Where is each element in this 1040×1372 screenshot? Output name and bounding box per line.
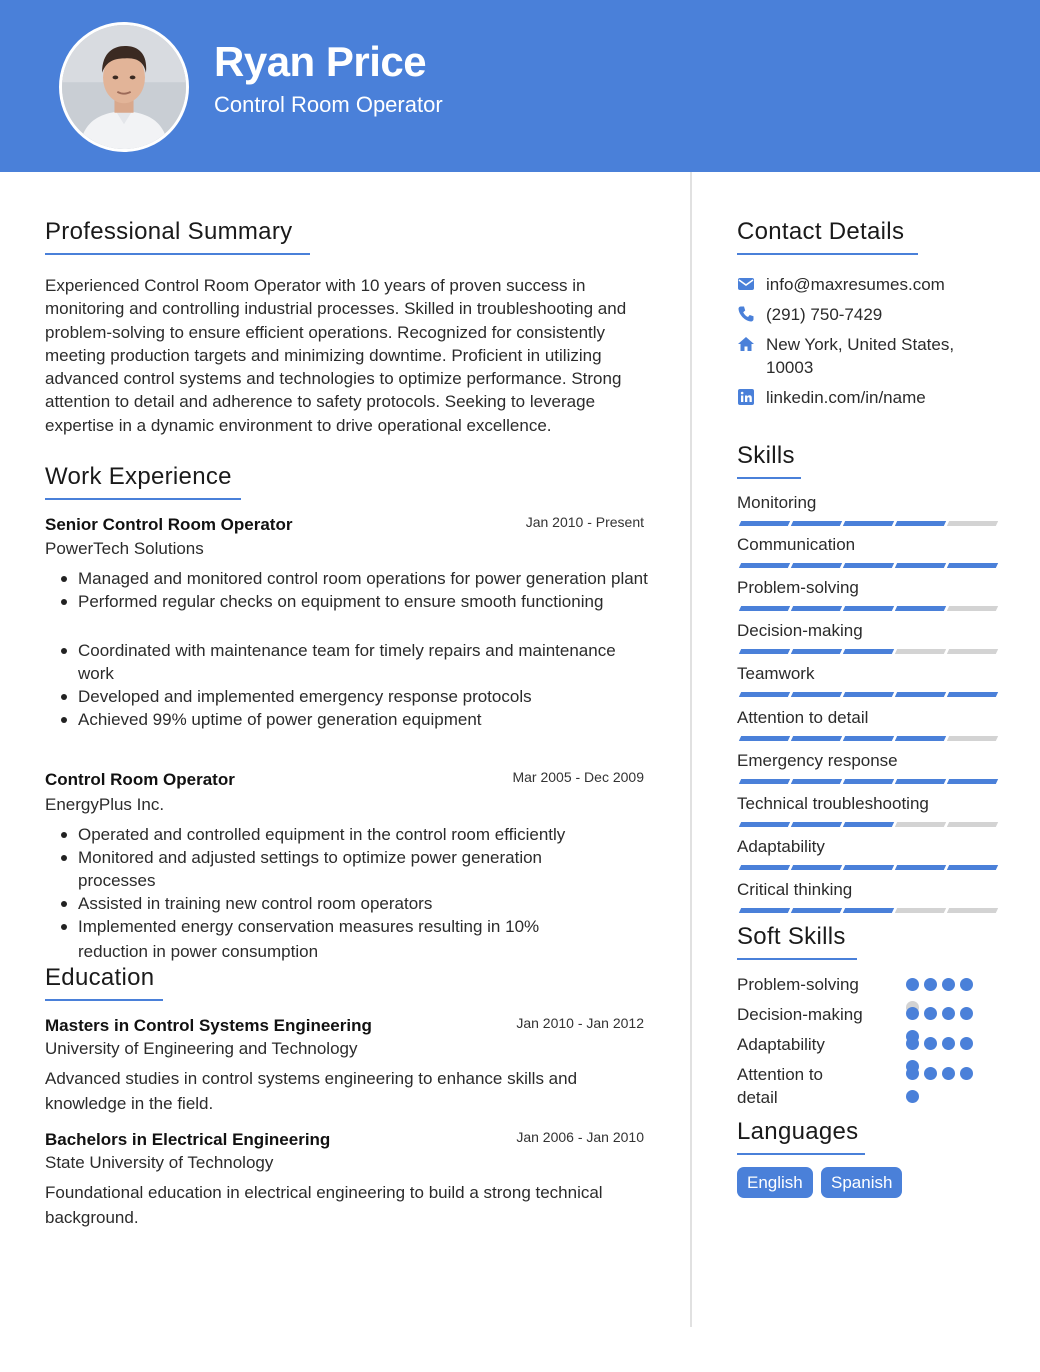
skill-level-bar — [737, 606, 993, 612]
envelope-icon — [737, 275, 755, 293]
job-bullets — [55, 567, 655, 731]
contact-heading: Contact Details — [737, 218, 918, 255]
skill-item — [737, 535, 993, 555]
contact-phone[interactable] — [737, 303, 882, 326]
skill-level-segment — [739, 521, 790, 526]
skill-level-segment — [947, 822, 998, 827]
soft-skill-level-dot — [960, 1067, 973, 1080]
list-item: Achieved 99% uptime of power generation equipment — [55, 708, 655, 731]
skill-label: Monitoring — [737, 493, 817, 512]
skill-item — [737, 664, 993, 684]
skill-item — [737, 751, 993, 771]
skill-level-segment — [843, 822, 894, 827]
degree-date: Jan 2006 - Jan 2010 — [516, 1129, 644, 1145]
skill-level-segment — [843, 736, 894, 741]
skill-item — [737, 837, 993, 857]
skill-level-segment — [843, 606, 894, 611]
skill-level-segment — [843, 865, 894, 870]
skill-label: Emergency response — [737, 751, 898, 770]
skill-level-segment — [791, 649, 842, 654]
skill-level-bar — [737, 865, 993, 871]
job-bullets — [55, 823, 655, 964]
skills-heading: Skills — [737, 442, 801, 479]
list-item: Performed regular checks on equipment to ensure smooth functioning — [55, 590, 655, 613]
skill-level-segment — [947, 521, 998, 526]
resume-header — [0, 0, 1040, 172]
skill-level-segment — [791, 606, 842, 611]
list-item: Developed and implemented emergency response protocols — [55, 685, 655, 708]
contact-email[interactable] — [737, 273, 945, 296]
skill-level-bar — [737, 692, 993, 698]
skill-level-segment — [947, 865, 998, 870]
soft-skill-label: Adaptability — [737, 1035, 825, 1054]
skill-level-segment — [791, 563, 842, 568]
skill-level-segment — [895, 521, 946, 526]
skill-level-segment — [895, 692, 946, 697]
soft-skill-level-dot — [960, 1007, 973, 1020]
education-heading: Education — [45, 964, 163, 1001]
skill-level-segment — [791, 865, 842, 870]
list-item: Operated and controlled equipment in the control room efficiently — [55, 823, 655, 846]
soft-skill-level-dot — [942, 978, 955, 991]
school-name: State University of Technology — [45, 1153, 274, 1172]
school-name: University of Engineering and Technology — [45, 1039, 358, 1058]
skill-level-segment — [843, 521, 894, 526]
skill-level-segment — [895, 606, 946, 611]
skill-label: Technical troubleshooting — [737, 794, 929, 813]
summary-heading: Professional Summary — [45, 218, 310, 255]
soft-skill-level-dot — [942, 1007, 955, 1020]
skill-level-segment — [791, 779, 842, 784]
list-item: Monitored and adjusted settings to optimize power generation processes — [55, 846, 655, 892]
skill-level-segment — [895, 865, 946, 870]
candidate-title: Control Room Operator — [214, 92, 443, 117]
skill-level-segment — [843, 563, 894, 568]
soft-skill-level-dot — [960, 1037, 973, 1050]
skill-level-segment — [739, 779, 790, 784]
skill-level-segment — [791, 822, 842, 827]
candidate-name: Ryan Price — [214, 38, 427, 85]
degree-description: Advanced studies in control systems engineering to enhance skills and knowledge in the field. — [45, 1069, 578, 1113]
list-item: Implemented energy conservation measures resulting in 10% reduction in power consumption — [55, 915, 655, 964]
skill-level-segment — [843, 692, 894, 697]
soft-skill-label: Attention to detail — [737, 1065, 824, 1107]
column-divider — [690, 172, 692, 1327]
skill-level-bar — [737, 736, 993, 742]
degree-date: Jan 2010 - Jan 2012 — [516, 1015, 644, 1031]
skill-level-segment — [739, 736, 790, 741]
language-tag-english: English — [737, 1167, 813, 1198]
skill-label: Communication — [737, 535, 856, 554]
degree-description: Foundational education in electrical engineering to build a strong technical background. — [45, 1183, 603, 1227]
person-photo-illustration — [62, 25, 186, 149]
skill-label: Attention to detail — [737, 708, 869, 727]
soft-skill-level-dot — [906, 1037, 919, 1050]
skill-level-bar — [737, 649, 993, 655]
skill-level-segment — [947, 908, 998, 913]
skill-level-segment — [895, 822, 946, 827]
soft-skill-label: Problem-solving — [737, 975, 859, 994]
soft-skill-level-dot — [942, 1067, 955, 1080]
experience-heading: Work Experience — [45, 463, 241, 500]
list-item: Coordinated with maintenance team for timely repairs and maintenance work — [55, 639, 655, 685]
skill-level-segment — [895, 779, 946, 784]
skill-level-segment — [843, 908, 894, 913]
soft-skill-level-dot — [924, 978, 937, 991]
skill-level-segment — [739, 865, 790, 870]
job-date: Mar 2005 - Dec 2009 — [512, 769, 644, 785]
list-item: Managed and monitored control room operations for power generation plant — [55, 567, 655, 590]
skill-item — [737, 880, 993, 900]
soft-skill-dots — [906, 1061, 986, 1101]
soft-skill-level-dot — [924, 1007, 937, 1020]
home-icon — [737, 335, 755, 353]
soft-skill-level-dot — [960, 978, 973, 991]
skill-level-segment — [739, 606, 790, 611]
soft-skill-level-dot — [924, 1037, 937, 1050]
job-date: Jan 2010 - Present — [525, 514, 644, 530]
skill-level-segment — [947, 563, 998, 568]
skill-level-segment — [947, 606, 998, 611]
location-text: New York, United States, 10003 — [766, 335, 955, 377]
skill-level-segment — [791, 692, 842, 697]
degree-title: Bachelors in Electrical Engineering — [45, 1130, 331, 1149]
skill-level-bar — [737, 779, 993, 785]
soft-skill-level-dot — [906, 978, 919, 991]
job-company: PowerTech Solutions — [45, 539, 204, 558]
skill-level-segment — [947, 736, 998, 741]
phone-text[interactable]: (291) 750-7429 — [766, 305, 883, 324]
skill-level-segment — [739, 908, 790, 913]
skill-level-bar — [737, 908, 993, 914]
degree-title: Masters in Control Systems Engineering — [45, 1016, 372, 1035]
skill-level-segment — [947, 779, 998, 784]
skill-label: Adaptability — [737, 837, 825, 856]
soft-skill-label: Decision-making — [737, 1005, 863, 1024]
skill-level-segment — [843, 649, 894, 654]
skill-level-segment — [739, 692, 790, 697]
skill-label: Critical thinking — [737, 880, 853, 899]
skill-label: Decision-making — [737, 621, 863, 640]
profile-photo — [59, 22, 189, 152]
soft-skill-level-dot — [942, 1037, 955, 1050]
contact-linkedin[interactable] — [737, 386, 926, 409]
linkedin-icon — [737, 388, 755, 406]
job-company: EnergyPlus Inc. — [45, 795, 165, 814]
skill-level-segment — [947, 692, 998, 697]
language-tag-spanish: Spanish — [821, 1167, 902, 1198]
list-item: Assisted in training new control room operators — [55, 892, 655, 915]
linkedin-text[interactable]: linkedin.com/in/name — [766, 388, 926, 407]
skill-level-bar — [737, 563, 993, 569]
summary-text: Experienced Control Room Operator with 10 years of proven success in monitoring and controlling industrial processes. Skilled in troubleshooting and problem-solving to ensure efficient operations. Recognized for consistently meeting production targets and minimizing downtime. Proficient in utilizing advanced control systems and technologies to optimize performance. Strong attention to detail and adherence to safety protocols. Seeking to leverage expertise in a dynamic environment to drive operational excellence. — [45, 276, 627, 435]
phone-icon — [737, 305, 755, 323]
skill-label: Problem-solving — [737, 578, 859, 597]
skill-item — [737, 578, 993, 598]
skill-level-segment — [895, 736, 946, 741]
skill-item — [737, 794, 993, 814]
skill-level-segment — [947, 649, 998, 654]
soft-skill-level-dot — [906, 1007, 919, 1020]
email-text[interactable]: info@maxresumes.com — [766, 275, 945, 294]
skill-level-segment — [895, 908, 946, 913]
soft-skills-heading: Soft Skills — [737, 923, 857, 960]
skill-level-segment — [739, 563, 790, 568]
skill-level-segment — [739, 649, 790, 654]
skill-level-segment — [791, 908, 842, 913]
soft-skill-level-dot — [906, 1090, 919, 1103]
skill-level-segment — [895, 649, 946, 654]
skill-label: Teamwork — [737, 664, 815, 683]
job-title: Control Room Operator — [45, 770, 235, 789]
soft-skill-level-dot — [906, 1067, 919, 1080]
skill-item — [737, 493, 993, 513]
skill-item — [737, 621, 993, 641]
skill-level-segment — [895, 563, 946, 568]
skill-level-segment — [791, 521, 842, 526]
skill-item — [737, 708, 993, 728]
contact-location — [737, 333, 982, 379]
skill-level-segment — [791, 736, 842, 741]
languages-heading: Languages — [737, 1118, 865, 1155]
skill-level-segment — [843, 779, 894, 784]
skill-level-segment — [739, 822, 790, 827]
skill-level-bar — [737, 822, 993, 828]
job-title: Senior Control Room Operator — [45, 515, 293, 534]
soft-skill-level-dot — [924, 1067, 937, 1080]
skill-level-bar — [737, 521, 993, 527]
